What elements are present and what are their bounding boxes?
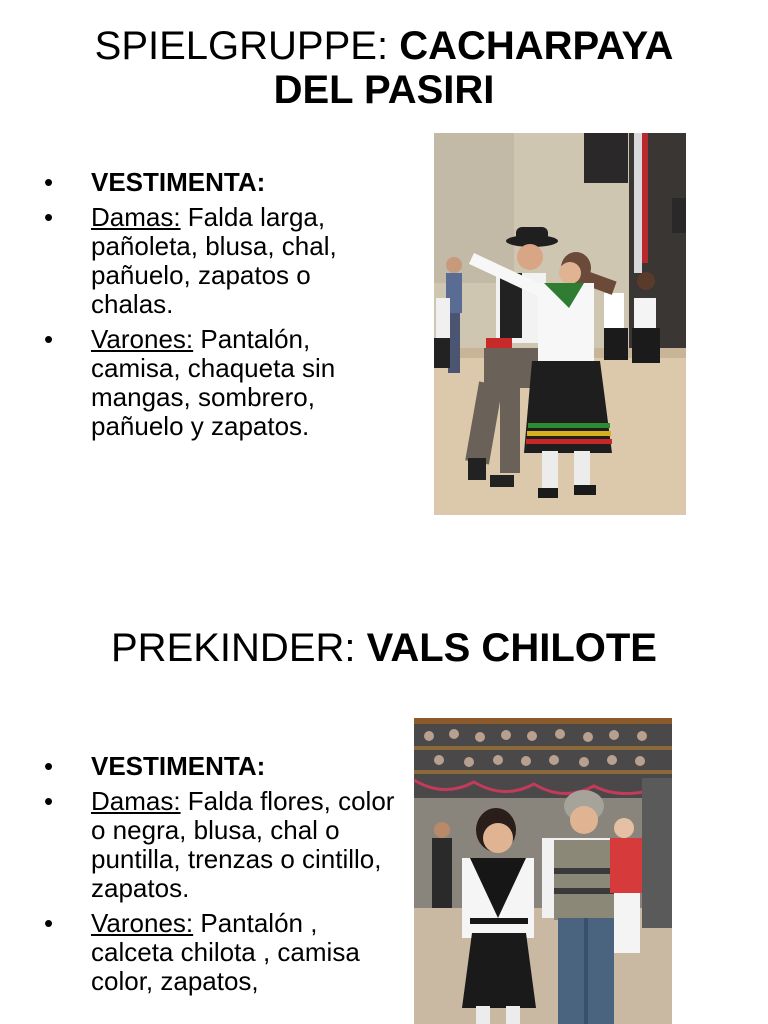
section2-damas-label: Damas: [91,786,181,816]
section1-title [0,24,768,112]
dancing-children-photo-image [434,133,686,515]
section1-varones-label: Varones: [91,324,194,354]
section2-damas-text: Falda flores, color o negra, blusa, chal o puntilla, trenzas o cintillo, zapatos. [91,786,395,903]
section2-title [0,626,768,670]
section1-heading-item [44,168,384,197]
section1-damas-label: Damas: [91,202,181,232]
section1-damas-item [44,203,384,319]
section2-varones-item [44,909,404,996]
section1-bullet-list [44,168,384,447]
section2-damas-item [44,787,404,903]
section1-title-prefix: SPIELGRUPPE: [94,24,400,68]
section1-title-bold-line1: CACHARPAYA [399,24,674,68]
section2-heading-item [44,752,404,781]
section1-varones-item [44,325,384,441]
section2-heading: VESTIMENTA: [91,751,266,781]
section2-varones-label: Varones: [91,908,194,938]
section2-varones-text: Pantalón , calceta chilota , camisa color, zapatos, [91,908,360,996]
chilote-dance-photo [414,718,672,1024]
section1-heading: VESTIMENTA: [91,167,266,197]
section2-bullet-list [44,752,404,1002]
dancing-children-photo [434,133,686,515]
section2-title-prefix: PREKINDER: [111,626,367,670]
section1-damas-text: Falda larga, pañoleta, blusa, chal, pañuelo, zapatos o chalas. [91,202,337,319]
chilote-dance-photo-image [414,718,672,1024]
section1-varones-text: Pantalón, camisa, chaqueta sin mangas, sombrero, pañuelo y zapatos. [91,324,336,441]
section1-title-bold-line2: DEL PASIRI [273,68,495,112]
section2-title-bold: VALS CHILOTE [366,626,657,670]
